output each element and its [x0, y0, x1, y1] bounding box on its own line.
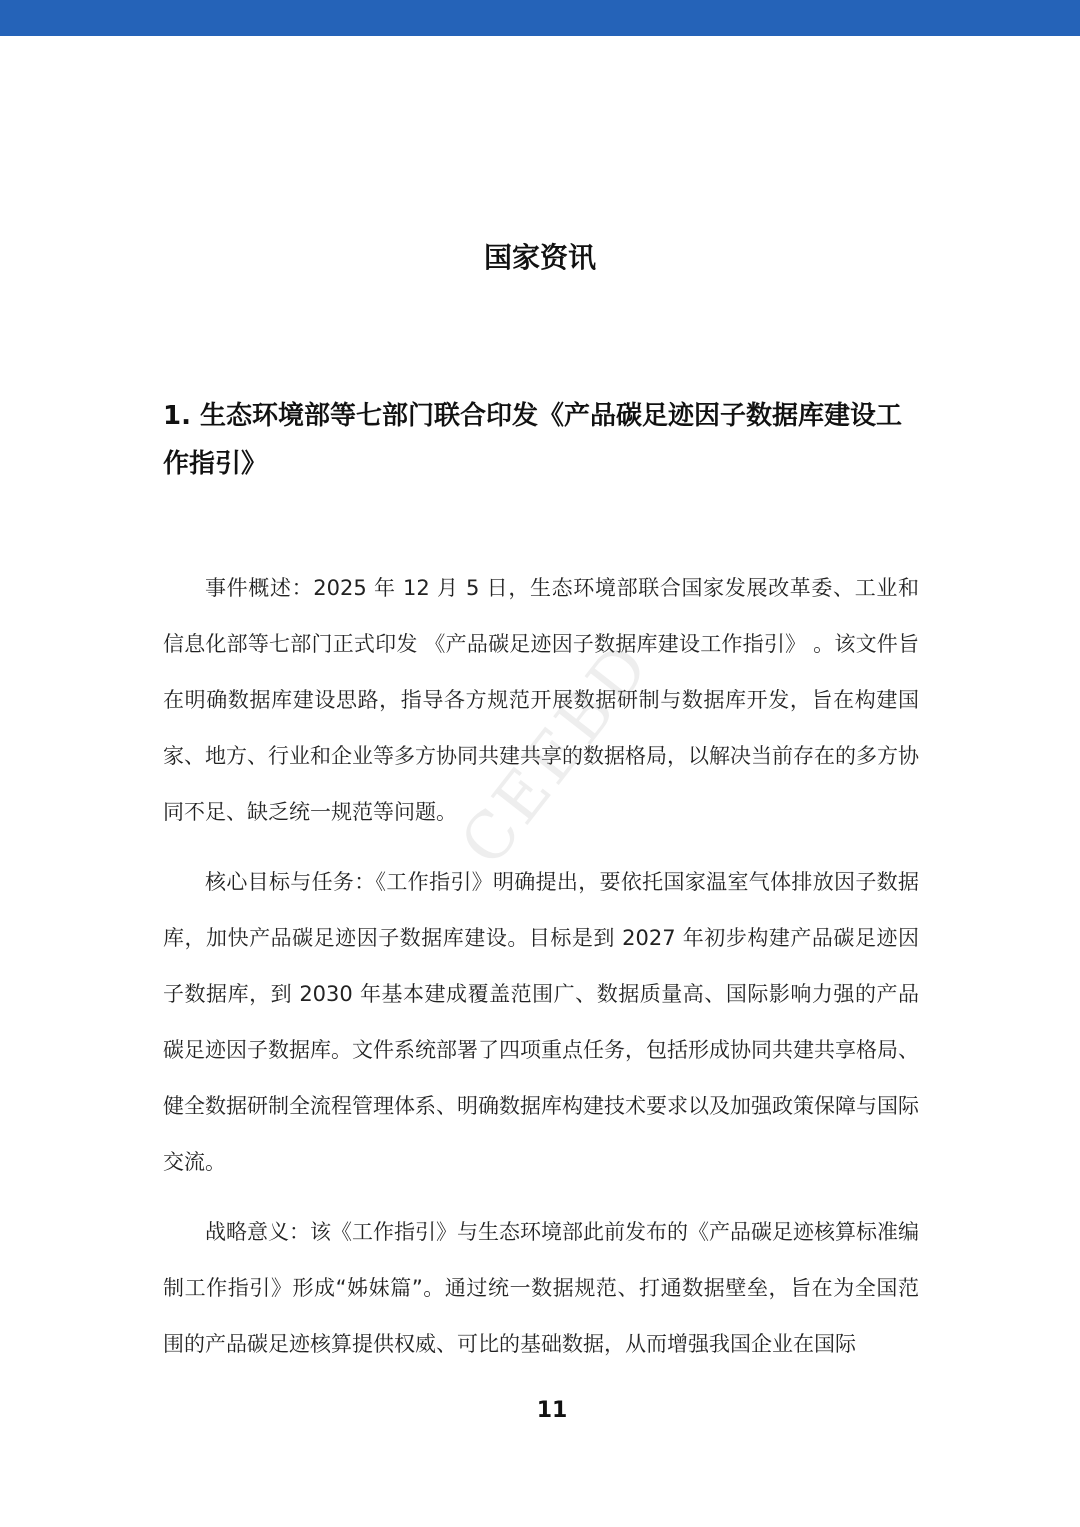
article-heading: 1. 生态环境部等七部门联合印发《产品碳足迹因子数据库建设工作指引》: [163, 401, 903, 479]
watermark: CEEBD: [446, 628, 666, 880]
article-body: [163, 560, 919, 1386]
header-bar: [0, 0, 1080, 36]
paragraph-strategic-significance: 战略意义：该《工作指引》与生态环境部此前发布的《产品碳足迹核算标准编制工作指引》形成“姊妹篇”。通过统一数据规范、打通数据壁垒，旨在为全国范围的产品碳足迹核算提供权威、可比的基础数据，从而增强我国企业在国际: [163, 1220, 919, 1356]
section-title: 国家资讯: [483, 241, 596, 274]
paragraph-event-overview: 事件概述：2025 年 12 月 5 日，生态环境部联合国家发展改革委、工业和信息化部等七部门正式印发 《产品碳足迹因子数据库建设工作指引》 。该文件旨在明确数据库建设思路，指导各方规范开展数据研制与数据库开发，旨在构建国家、地方、行业和企业等多方协同共建共享的数据格局，以解决当前存在的多方协同不足、缺乏统一规范等问题。: [163, 576, 919, 824]
paragraph-core-goals: 核心目标与任务：《工作指引》明确提出，要依托国家温室气体排放因子数据库，加快产品碳足迹因子数据库建设。目标是到 2027 年初步构建产品碳足迹因子数据库，到 2030 年基本建成覆盖范围广、数据质量高、国际影响力强的产品碳足迹因子数据库。文件系统部署了四项重点任务，包括形成协同共建共享格局、健全数据研制全流程管理体系、明确数据库构建技术要求以及加强政策保障与国际交流。: [163, 870, 919, 1174]
page-number: 11: [536, 1398, 568, 1423]
